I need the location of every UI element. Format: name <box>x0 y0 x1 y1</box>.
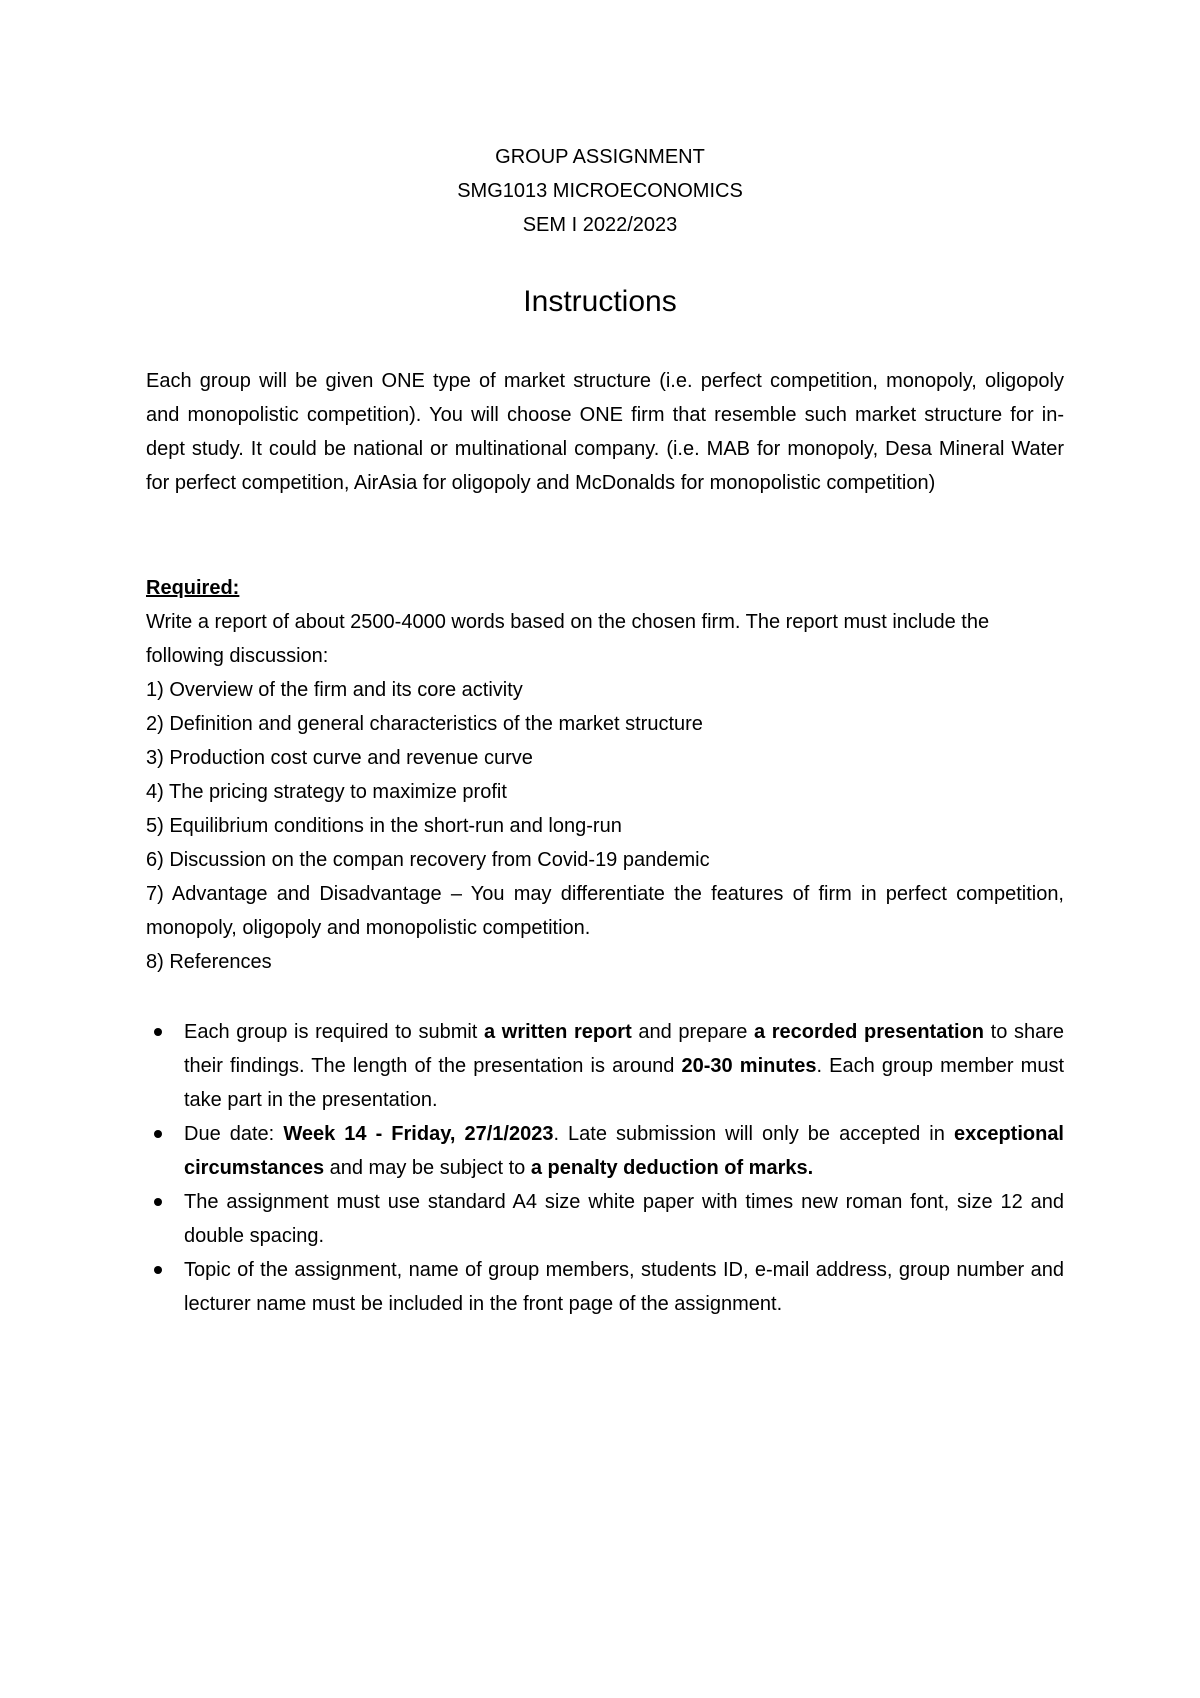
bullet-dot-icon <box>154 1198 162 1206</box>
bullet-item-front-page: Topic of the assignment, name of group members, students ID, e-mail address, group number and lecturer name must be included in the front page of the assignment. <box>146 1253 1064 1321</box>
header-course-code: SMG1013 MICROECONOMICS <box>457 180 743 202</box>
bullet-dot-icon <box>154 1130 162 1138</box>
required-item: 4) The pricing strategy to maximize profit <box>146 781 507 803</box>
required-item: 3) Production cost curve and revenue curve <box>146 747 533 769</box>
required-text: Write a report of about 2500-4000 words based on the chosen firm. The report must include the following discussion: <box>146 611 990 667</box>
required-label: Required: <box>146 577 240 599</box>
required-item: 6) Discussion on the compan recovery from Covid-19 pandemic <box>146 849 710 871</box>
bullet-dot-icon <box>154 1028 162 1036</box>
bullet-dot-icon <box>154 1266 162 1274</box>
required-list <box>146 673 1064 979</box>
required-item: 1) Overview of the firm and its core activity <box>146 679 523 701</box>
required-item: 7) Advantage and Disadvantage – You may differentiate the features of firm in perfect competition, monopoly, oligopoly and monopolistic competition. <box>146 883 1064 939</box>
intro-paragraph: Each group will be given ONE type of market structure (i.e. perfect competition, monopoly, oligopoly and monopolistic competition). You will choose ONE firm that resemble such market structure for in-dept study. It could be national or multinational company. (i.e. MAB for monopoly, Desa Mineral Water for perfect competition, AirAsia for oligopoly and McDonalds for monopolistic competition) <box>146 370 1064 494</box>
header-semester: SEM I 2022/2023 <box>522 214 678 236</box>
bullet-item-format: The assignment must use standard A4 size white paper with times new roman font, size 12 and double spacing. <box>146 1185 1064 1253</box>
required-item: 5) Equilibrium conditions in the short-run and long-run <box>146 815 622 837</box>
instructions-bullet-list <box>146 1015 1064 1321</box>
required-section <box>146 571 1064 979</box>
header-assignment-type: GROUP ASSIGNMENT <box>495 146 705 168</box>
page-title: Instructions <box>523 285 677 318</box>
bullet-item-submission: Each group is required to submit a written report and prepare a recorded presentation to share their findings. The length of the presentation is around 20-30 minutes. Each group member must take part in the presentation. <box>146 1015 1064 1117</box>
bullet-item-due-date: Due date: Week 14 - Friday, 27/1/2023. Late submission will only be accepted in exceptional circumstances and may be subject to a penalty deduction of marks. <box>146 1117 1064 1185</box>
required-item: 8) References <box>146 951 272 973</box>
required-item: 2) Definition and general characteristics of the market structure <box>146 713 703 735</box>
document-header <box>0 140 1200 242</box>
